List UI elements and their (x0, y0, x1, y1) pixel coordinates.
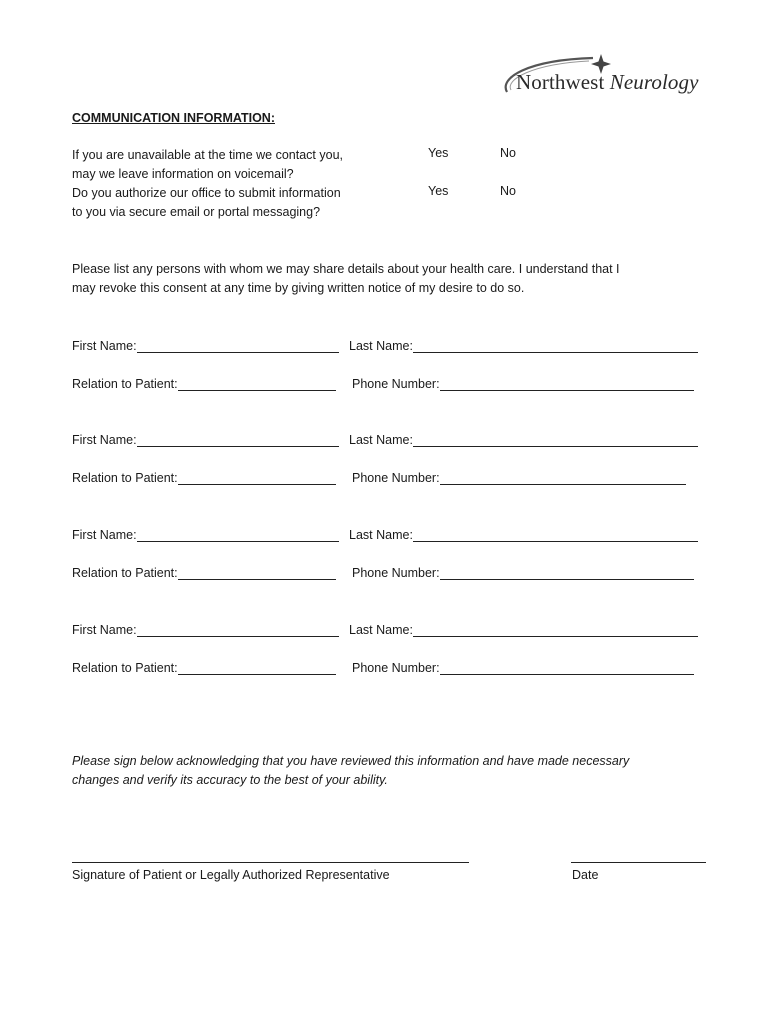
first-name-label: First Name: (72, 433, 137, 447)
question-line: If you are unavailable at the time we contact you, (72, 148, 343, 162)
first-name-input-2[interactable] (137, 432, 339, 447)
first-name-field-1 (72, 338, 339, 353)
relation-field-2 (72, 470, 336, 485)
relation-input-3[interactable] (178, 565, 336, 580)
phone-field-4 (352, 660, 694, 675)
first-name-field-3 (72, 527, 339, 542)
relation-label: Relation to Patient: (72, 377, 178, 391)
question-email-portal (72, 184, 402, 222)
relation-input-4[interactable] (178, 660, 336, 675)
section-heading: COMMUNICATION INFORMATION: (72, 111, 275, 125)
last-name-input-1[interactable] (413, 338, 698, 353)
date-input-line[interactable] (571, 862, 706, 863)
relation-field-4 (72, 660, 336, 675)
first-name-label: First Name: (72, 623, 137, 637)
phone-label: Phone Number: (352, 566, 440, 580)
relation-label: Relation to Patient: (72, 471, 178, 485)
first-name-input-4[interactable] (137, 622, 339, 637)
question-line: to you via secure email or portal messaging? (72, 205, 321, 219)
northwest-neurology-logo (497, 52, 709, 102)
phone-input-3[interactable] (440, 565, 694, 580)
acknowledgment-line: changes and verify its accuracy to the best of your ability. (72, 773, 388, 787)
first-name-label: First Name: (72, 528, 137, 542)
voicemail-no-option[interactable]: No (500, 146, 516, 160)
question-voicemail (72, 146, 402, 184)
email-no-option[interactable]: No (500, 184, 516, 198)
phone-field-3 (352, 565, 694, 580)
last-name-label: Last Name: (349, 339, 413, 353)
relation-input-1[interactable] (178, 376, 336, 391)
phone-label: Phone Number: (352, 471, 440, 485)
phone-input-4[interactable] (440, 660, 694, 675)
last-name-field-4 (349, 622, 698, 637)
last-name-input-3[interactable] (413, 527, 698, 542)
signature-label: Signature of Patient or Legally Authorized Representative (72, 868, 390, 882)
email-yes-option[interactable]: Yes (428, 184, 449, 198)
last-name-field-3 (349, 527, 698, 542)
last-name-label: Last Name: (349, 433, 413, 447)
relation-field-1 (72, 376, 336, 391)
phone-field-1 (352, 376, 694, 391)
last-name-field-1 (349, 338, 698, 353)
logo-wordmark (516, 70, 699, 95)
question-line: may we leave information on voicemail? (72, 167, 294, 181)
signature-input-line[interactable] (72, 862, 469, 863)
first-name-field-2 (72, 432, 339, 447)
consent-line: Please list any persons with whom we may share details about your health care. I understand that I (72, 262, 620, 276)
first-name-input-1[interactable] (137, 338, 339, 353)
voicemail-yes-option[interactable]: Yes (428, 146, 449, 160)
relation-input-2[interactable] (178, 470, 336, 485)
last-name-input-4[interactable] (413, 622, 698, 637)
relation-field-3 (72, 565, 336, 580)
last-name-field-2 (349, 432, 698, 447)
question-line: Do you authorize our office to submit information (72, 186, 341, 200)
phone-input-1[interactable] (440, 376, 694, 391)
phone-field-2 (352, 470, 686, 485)
first-name-label: First Name: (72, 339, 137, 353)
phone-label: Phone Number: (352, 377, 440, 391)
last-name-label: Last Name: (349, 623, 413, 637)
acknowledgment-line: Please sign below acknowledging that you have reviewed this information and have made necessary (72, 754, 630, 768)
last-name-label: Last Name: (349, 528, 413, 542)
phone-label: Phone Number: (352, 661, 440, 675)
relation-label: Relation to Patient: (72, 566, 178, 580)
first-name-field-4 (72, 622, 339, 637)
relation-label: Relation to Patient: (72, 661, 178, 675)
last-name-input-2[interactable] (413, 432, 698, 447)
date-label: Date (572, 868, 599, 882)
acknowledgment-paragraph (72, 752, 702, 790)
logo-name-part2: Neurology (609, 70, 699, 94)
phone-input-2[interactable] (440, 470, 686, 485)
consent-paragraph (72, 260, 702, 298)
consent-line: may revoke this consent at any time by giving written notice of my desire to do so. (72, 281, 525, 295)
logo-name-part1: Northwest (516, 70, 605, 94)
first-name-input-3[interactable] (137, 527, 339, 542)
